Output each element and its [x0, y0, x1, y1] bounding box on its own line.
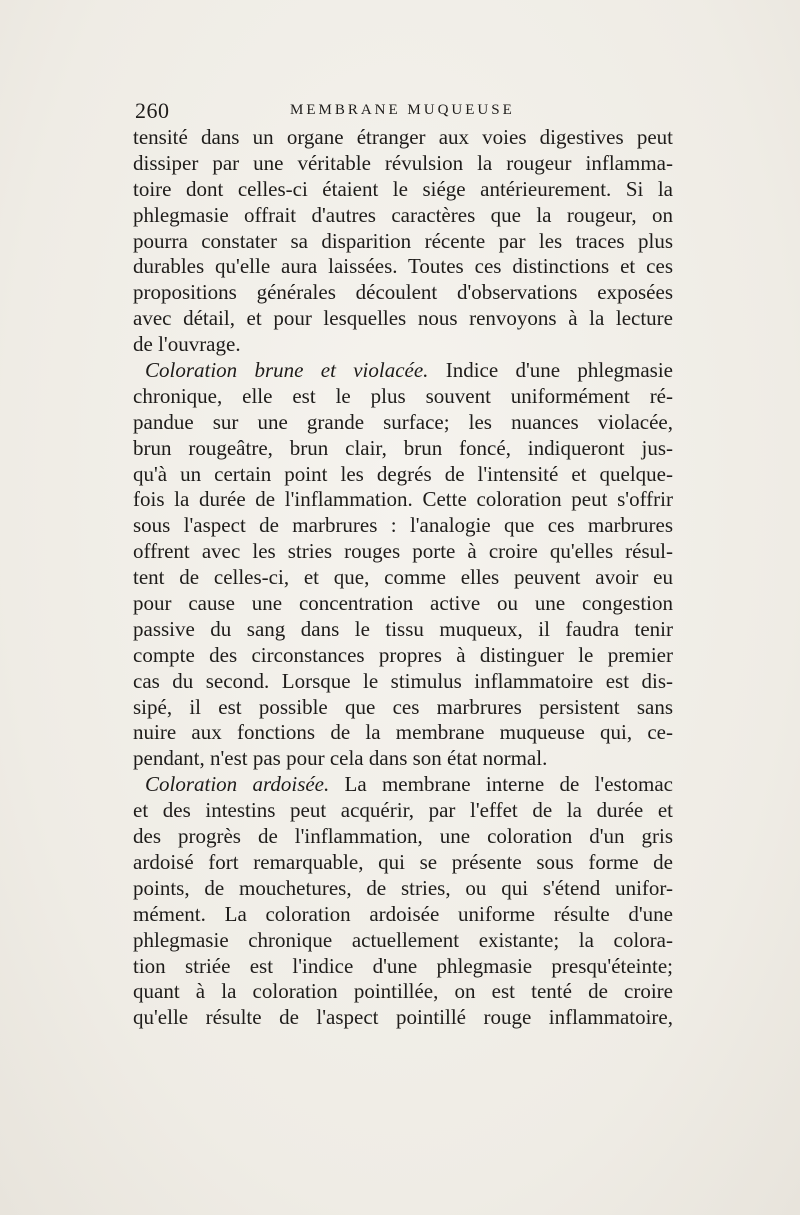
text-line: qu'à un certain point les degrés de l'intensité et quelque-	[133, 461, 673, 486]
text-line: avec détail, et pour lesquelles nous renvoyons à la lecture	[133, 306, 673, 331]
text-line: chronique, elle est le plus souvent uniformément ré-	[133, 383, 673, 408]
text-line: brun rougeâtre, brun clair, brun foncé, indiqueront jus-	[133, 435, 673, 460]
text-line: propositions générales découlent d'observations exposées	[133, 280, 673, 305]
text-line: pour cause une concentration active ou une congestion	[133, 591, 673, 616]
text-line: passive du sang dans le tissu muqueux, il faudra tenir	[133, 616, 673, 641]
section-heading: Coloration ardoisée.	[145, 772, 330, 797]
paragraph-first-line	[133, 772, 673, 798]
text-line: dissiper par une véritable révulsion la rougeur inflamma-	[133, 150, 673, 175]
text-line: compte des circonstances propres à distinguer le premier	[133, 642, 673, 667]
text-line: tion striée est l'indice d'une phlegmasie presqu'éteinte;	[133, 953, 673, 978]
text-line: pendant, n'est pas pour cela dans son état normal.	[133, 746, 548, 771]
text-line: pandue sur une grande surface; les nuances violacée,	[133, 409, 673, 434]
text-line-fragment: La membrane interne de l'estomac	[344, 772, 673, 797]
text-line: et des intestins peut acquérir, par l'effet de la durée et	[133, 798, 673, 823]
text-line: points, de mouchetures, de stries, ou qui s'étend unifor-	[133, 875, 673, 900]
text-line: offrent avec les stries rouges porte à croire qu'elles résul-	[133, 539, 673, 564]
text-line: sous l'aspect de marbrures : l'analogie que ces marbrures	[133, 513, 673, 538]
text-line-fragment: Indice d'une phlegmasie	[445, 358, 673, 383]
text-line: tent de celles-ci, et que, comme elles peuvent avoir eu	[133, 565, 673, 590]
text-line: nuire aux fonctions de la membrane muqueuse qui, ce-	[133, 720, 673, 745]
text-line: durables qu'elle aura laissées. Toutes ces distinctions et ces	[133, 254, 673, 279]
text-line: ardoisé fort remarquable, qui se présente sous forme de	[133, 849, 673, 874]
section-heading: Coloration brune et violacée.	[145, 358, 429, 383]
text-line: tensité dans un organe étranger aux voies digestives peut	[133, 125, 673, 149]
text-line: pourra constater sa disparition récente par les traces plus	[133, 228, 673, 253]
text-line: sipé, il est possible que ces marbrures persistent sans	[133, 694, 673, 719]
running-title: MEMBRANE MUQUEUSE	[290, 102, 515, 118]
text-line: phlegmasie offrait d'autres caractères que la rougeur, on	[133, 202, 673, 227]
page-number: 260	[135, 98, 170, 123]
text-line: qu'elle résulte de l'aspect pointillé rouge inflammatoire,	[133, 1005, 673, 1030]
text-line: toire dont celles-ci étaient le siége antérieurement. Si la	[133, 176, 673, 201]
text-line: cas du second. Lorsque le stimulus inflammatoire est dis-	[133, 668, 673, 693]
text-line: quant à la coloration pointillée, on est tenté de croire	[133, 979, 673, 1004]
text-line: de l'ouvrage.	[133, 332, 241, 357]
page-header	[135, 98, 670, 122]
text-line: des progrès de l'inflammation, une coloration d'un gris	[133, 824, 673, 849]
text-line: fois la durée de l'inflammation. Cette coloration peut s'offrir	[133, 487, 673, 512]
body-text	[133, 125, 673, 1031]
paragraph-first-line	[133, 358, 673, 384]
text-line: phlegmasie chronique actuellement existante; la colora-	[133, 927, 673, 952]
text-line: mément. La coloration ardoisée uniforme résulte d'une	[133, 901, 673, 926]
